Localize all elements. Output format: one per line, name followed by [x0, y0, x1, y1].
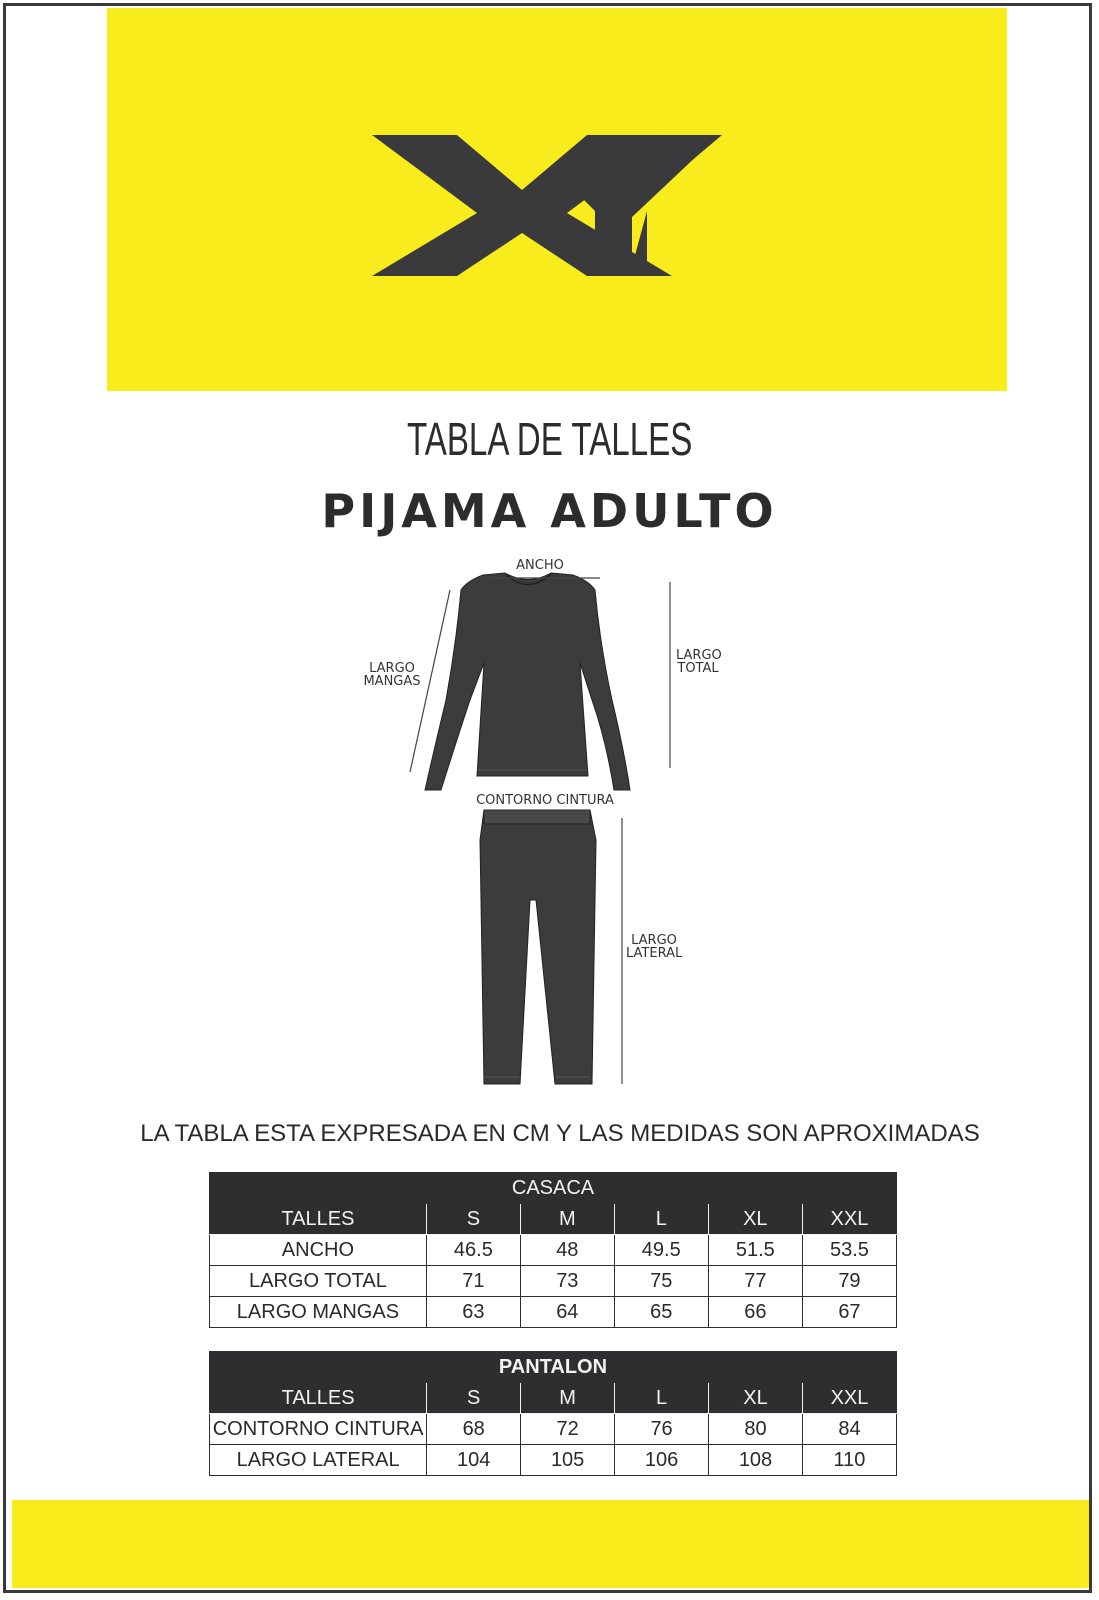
cell: 79 — [802, 1266, 896, 1297]
cell: 108 — [709, 1445, 803, 1476]
cell: 73 — [520, 1266, 614, 1297]
largo-total-label: LARGO TOTAL — [676, 648, 722, 676]
header-talles: TALLES — [210, 1204, 427, 1235]
cell: 110 — [802, 1445, 896, 1476]
cell: 77 — [708, 1266, 802, 1297]
cell: 66 — [708, 1297, 802, 1328]
row-label: LARGO TOTAL — [210, 1266, 427, 1297]
cell: 48 — [520, 1235, 614, 1266]
cell: 63 — [426, 1297, 520, 1328]
measurement-note: LA TABLA ESTA EXPRESADA EN CM Y LAS MEDIDAS SON APROXIMADAS — [140, 1120, 980, 1147]
header-talles: TALLES — [210, 1383, 427, 1414]
row-label: LARGO MANGAS — [210, 1297, 427, 1328]
cell: 104 — [427, 1445, 521, 1476]
cell: 51.5 — [708, 1235, 802, 1266]
row-label: LARGO LATERAL — [210, 1445, 427, 1476]
header-xxl: XXL — [802, 1204, 896, 1235]
header-m: M — [521, 1383, 615, 1414]
table-row — [210, 1445, 897, 1476]
cell: 105 — [521, 1445, 615, 1476]
cell: 106 — [615, 1445, 709, 1476]
page-title: TABLA DE TALLES — [406, 413, 693, 465]
header-m: M — [520, 1204, 614, 1235]
cell: 65 — [614, 1297, 708, 1328]
header-l: L — [614, 1204, 708, 1235]
ancho-label: ANCHO — [516, 558, 564, 573]
header-l: L — [615, 1383, 709, 1414]
cell: 76 — [615, 1414, 709, 1445]
shirt-illustration — [425, 573, 630, 790]
cell: 67 — [802, 1297, 896, 1328]
row-label: ANCHO — [210, 1235, 427, 1266]
cell: 71 — [426, 1266, 520, 1297]
table-row — [210, 1414, 897, 1445]
header-s: S — [426, 1204, 520, 1235]
table-row — [210, 1235, 897, 1266]
cell: 64 — [520, 1297, 614, 1328]
header-xl: XL — [709, 1383, 803, 1414]
casaca-caption: CASACA — [210, 1173, 897, 1204]
cell: 53.5 — [802, 1235, 896, 1266]
cell: 72 — [521, 1414, 615, 1445]
table-row — [210, 1297, 897, 1328]
product-title: PIJAMA ADULTO — [321, 484, 778, 538]
cell: 68 — [427, 1414, 521, 1445]
cell: 46.5 — [426, 1235, 520, 1266]
largo-lateral-label: LARGO LATERAL — [626, 933, 683, 961]
pantalon-caption: PANTALON — [210, 1352, 897, 1383]
table-row — [210, 1266, 897, 1297]
cell: 75 — [614, 1266, 708, 1297]
cell: 49.5 — [614, 1235, 708, 1266]
header-s: S — [427, 1383, 521, 1414]
header-xl: XL — [708, 1204, 802, 1235]
casaca-size-table — [209, 1172, 897, 1328]
contorno-cintura-label: CONTORNO CINTURA — [476, 793, 614, 808]
pants-illustration — [480, 810, 596, 1084]
cell: 84 — [802, 1414, 896, 1445]
pantalon-size-table — [209, 1351, 897, 1476]
header-xxl: XXL — [802, 1383, 896, 1414]
footer-banner — [12, 1500, 1089, 1588]
largo-mangas-label: LARGO MANGAS — [363, 661, 421, 689]
cell: 80 — [709, 1414, 803, 1445]
row-label: CONTORNO CINTURA — [210, 1414, 427, 1445]
